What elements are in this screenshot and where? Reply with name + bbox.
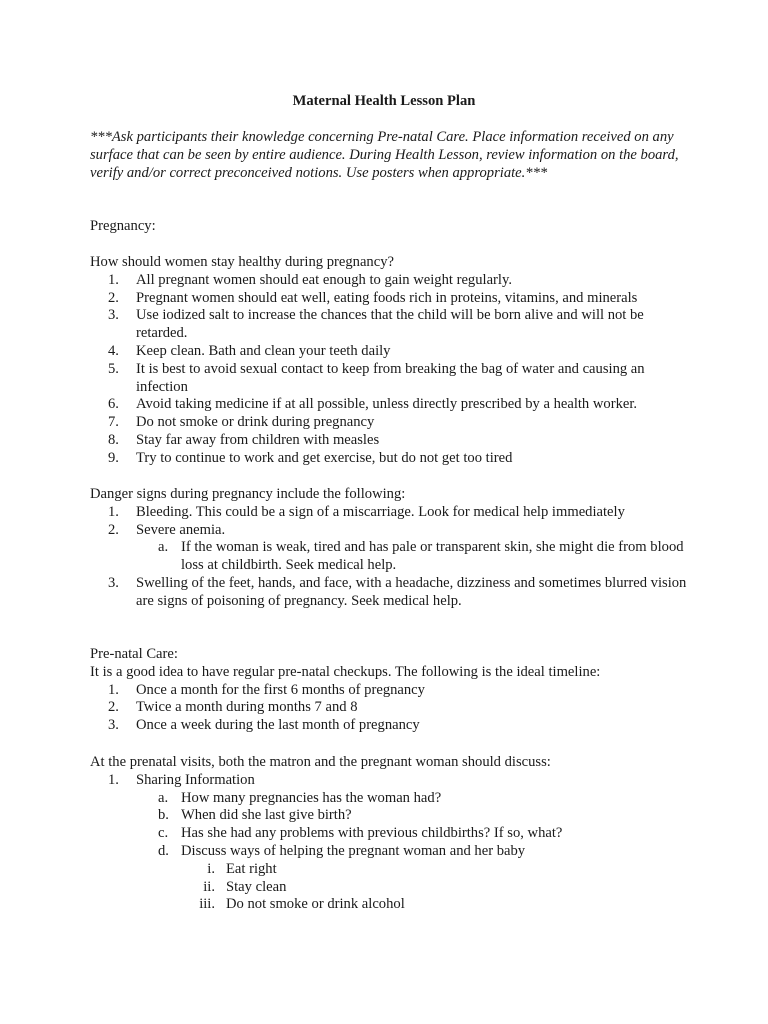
sub-sub-list-item: iii. Do not smoke or drink alcohol (199, 896, 405, 913)
pregnancy-list (90, 272, 690, 468)
instructions-note: ***Ask participants their knowledge concerning Pre-natal Care. Place information received on any surface that can be seen by entire audience. During Health Lesson, review information on the board, verify and/or correct preconceived notions. Use posters when appropriate.*** (90, 129, 679, 181)
section-intro: It is a good idea to have regular pre-natal checkups. The following is the ideal timeline: (90, 663, 601, 680)
list-item: 1. All pregnant women should eat enough to gain weight regularly. (108, 271, 512, 288)
sub-list-item: c. Has she had any problems with previous childbirths? If so, what? (158, 825, 563, 842)
list-item: 1. Sharing Information (108, 771, 255, 788)
list-item: 3. Once a week during the last month of pregnancy (108, 717, 420, 734)
list-item: 5. It is best to avoid sexual contact to keep from breaking the bag of water and causing an infection (108, 360, 645, 395)
list-item: 7. Do not smoke or drink during pregnancy (108, 414, 375, 431)
list-item: 3. Swelling of the feet, hands, and face, with a headache, dizziness and sometimes blurred vision are signs of poisoning of pregnancy. Seek medical help. (108, 574, 687, 609)
prenatal-timeline-list (90, 682, 690, 735)
sub-sub-list-item: ii. Stay clean (203, 878, 287, 895)
list-item: 4. Keep clean. Bath and clean your teeth daily (108, 342, 391, 359)
section-heading: Pregnancy: (90, 218, 156, 234)
pregnancy-section (90, 218, 690, 236)
danger-signs-section (90, 486, 690, 611)
section-heading: At the prenatal visits, both the matron and the pregnant woman should discuss: (90, 754, 551, 770)
visits-list (90, 772, 690, 914)
list-item: 1. Once a month for the first 6 months of pregnancy (108, 681, 425, 698)
list-item: 2. Pregnant women should eat well, eating foods rich in proteins, vitamins, and minerals (108, 289, 638, 306)
list-item: 2. Twice a month during months 7 and 8 (108, 699, 358, 716)
sub-list-item: a. If the woman is weak, tired and has pale or transparent skin, she might die from blood loss at childbirth. Seek medical help. (158, 539, 684, 574)
list-item: 6. Avoid taking medicine if at all possible, unless directly prescribed by a health worker. (108, 396, 638, 413)
list-item: 9. Try to continue to work and get exercise, but do not get too tired (108, 449, 513, 466)
section-heading: Danger signs during pregnancy include the following: (90, 486, 406, 502)
page-title: Maternal Health Lesson Plan (292, 93, 476, 109)
section-question: How should women stay healthy during pregnancy? (90, 254, 394, 270)
pregnancy-list-block (90, 254, 690, 468)
prenatal-visits-section (90, 754, 690, 914)
list-item: 1. Bleeding. This could be a sign of a miscarriage. Look for medical help immediately (108, 503, 625, 520)
list-item: 8. Stay far away from children with measles (108, 431, 380, 448)
sub-list-item: d. Discuss ways of helping the pregnant woman and her baby (158, 842, 526, 859)
danger-signs-list (90, 504, 690, 611)
list-item: 3. Use iodized salt to increase the chances that the child will be born alive and will not be retarded. (108, 307, 644, 342)
prenatal-care-section (90, 646, 690, 735)
sub-list-item: a. How many pregnancies has the woman had? (158, 789, 442, 806)
sub-sub-list-item: i. Eat right (207, 860, 277, 877)
list-item: 2. Severe anemia. (108, 521, 226, 538)
sub-list-item: b. When did she last give birth? (158, 807, 352, 824)
section-heading: Pre-natal Care: (90, 646, 178, 662)
